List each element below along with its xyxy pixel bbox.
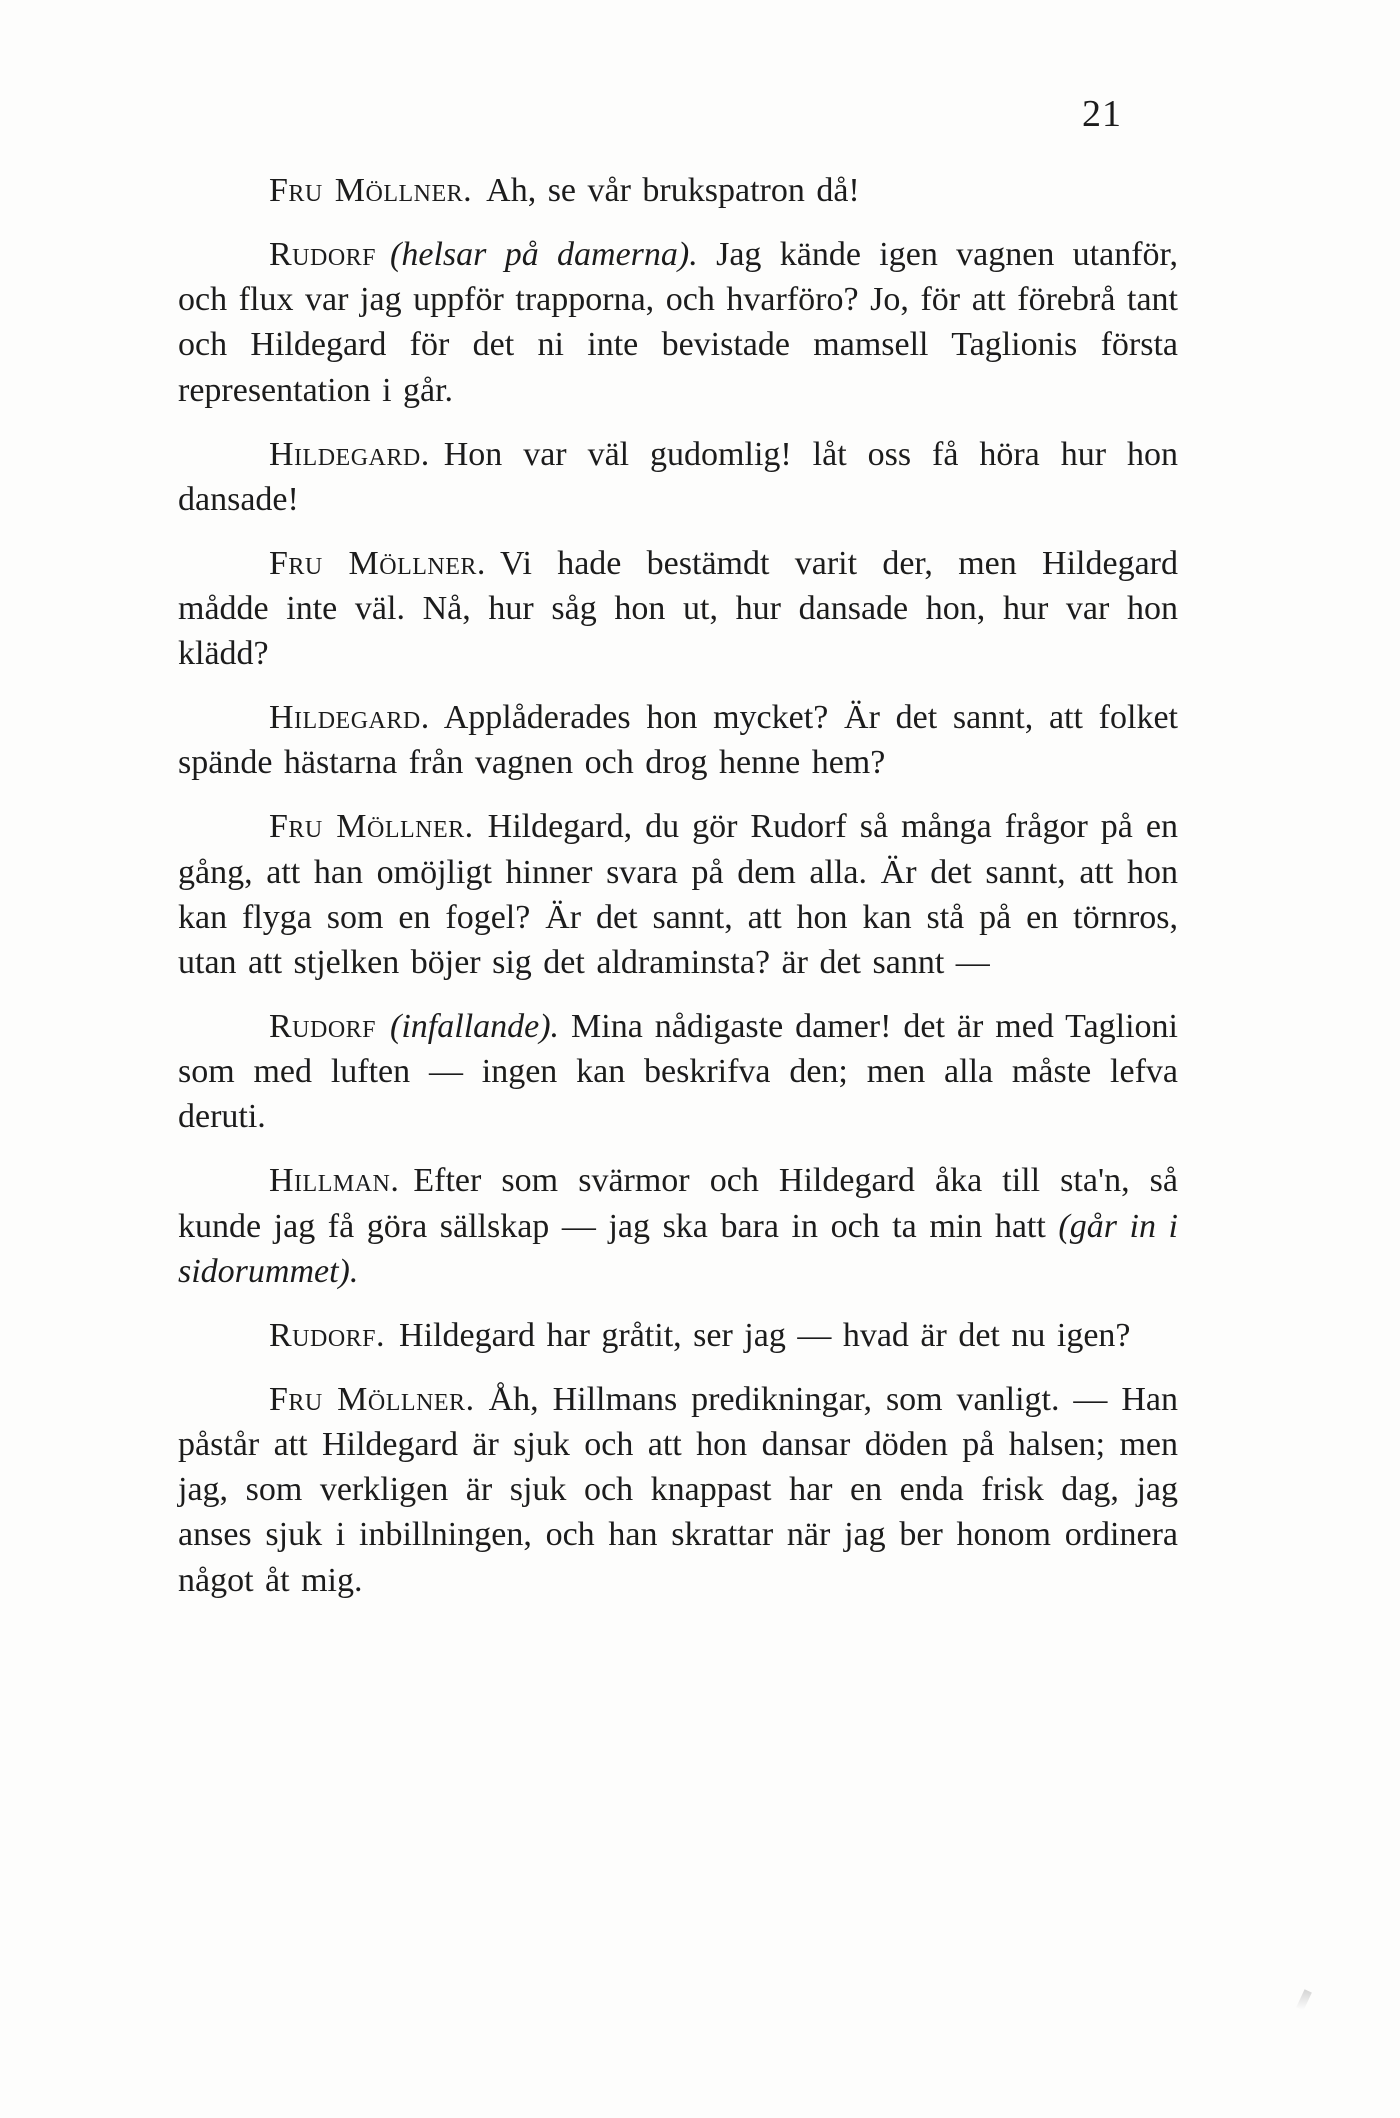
speaker-name: Rudorf (269, 1008, 377, 1046)
scan-smudge (1296, 1989, 1312, 2011)
speaker-name: Fru Möllner. (269, 1380, 475, 1418)
dialogue-text: Vi hade bestämdt varit der, men Hildegard mådde inte väl. Nå, hur såg hon ut, hur dansade hon, hur var hon klädd? (178, 544, 1178, 673)
dialogue-text: Applåderades hon mycket? Är det sannt, att folket spände hästarna från vagnen och drog henne hem? (178, 699, 1178, 782)
speaker-name: Rudorf (269, 236, 377, 273)
dialogue-paragraph (178, 1004, 1178, 1140)
dialogue-paragraph (178, 232, 1178, 413)
dialogue-paragraph (178, 1158, 1178, 1294)
dialogue-text: Hildegard har gråtit, ser jag — hvad är det nu igen? (399, 1316, 1131, 1354)
dialogue-text: Efter som svärmor och Hildegard åka till sta'n, så kunde jag få göra sällskap — jag ska bara in och ta min hatt (178, 1162, 1178, 1245)
dialogue-text: Ah, se vår brukspatron då! (486, 172, 860, 209)
stage-direction: (infallande). (390, 1008, 560, 1046)
stage-direction: (går in i sidorummet). (178, 1207, 1178, 1290)
dialogue-paragraph (178, 695, 1178, 785)
play-text (178, 168, 1178, 1622)
dialogue-text: Jag kände igen vagnen utanför, och flux var jag uppför trapporna, och hvarföro? Jo, för att förebrå tant och Hildegard för det ni inte bevistade mamsell Taglionis första representation i går. (178, 236, 1179, 409)
speaker-name: Fru Möllner. (269, 172, 473, 209)
speaker-name: Hildegard. (269, 699, 430, 737)
dialogue-text: Åh, Hillmans predikningar, som vanligt. — Han påstår att Hildegard är sjuk och att hon dansar döden på halsen; men jag, som verkligen är sjuk och knappast har en enda frisk dag, jag anses sjuk i inbillningen, och han skrattar när jag ber honom ordinera något åt mig. (178, 1380, 1179, 1599)
dialogue-paragraph (178, 1377, 1178, 1603)
speaker-name: Fru Möllner. (269, 808, 474, 846)
dialogue-text: Hon var väl gudomlig! låt oss få höra hur hon dansade! (178, 435, 1178, 518)
dialogue-text: Mina nådigaste damer! det är med Taglioni som med luften — ingen kan beskrifva den; men alla måste lefva deruti. (178, 1008, 1179, 1136)
speaker-name: Hildegard. (269, 435, 430, 473)
dialogue-text: Hildegard, du gör Rudorf så många frågor på en gång, att han omöjligt hinner svara på dem alla. Är det sannt, att hon kan flyga som en fogel? Är det sannt, att hon kan stå på en törnros, utan att stjelken böjer sig det aldraminsta? är det sannt — (178, 808, 1178, 982)
dialogue-paragraph (178, 168, 1178, 213)
speaker-name: Hillman. (269, 1162, 400, 1200)
dialogue-paragraph (178, 541, 1178, 677)
dialogue-paragraph (178, 1313, 1178, 1358)
stage-direction: (helsar på damerna). (390, 236, 698, 273)
speaker-name: Rudorf. (269, 1316, 386, 1354)
dialogue-paragraph (178, 432, 1178, 522)
speaker-name: Fru Möllner. (269, 544, 486, 582)
dialogue-paragraph (178, 804, 1178, 985)
page-number: 21 (1082, 93, 1122, 135)
